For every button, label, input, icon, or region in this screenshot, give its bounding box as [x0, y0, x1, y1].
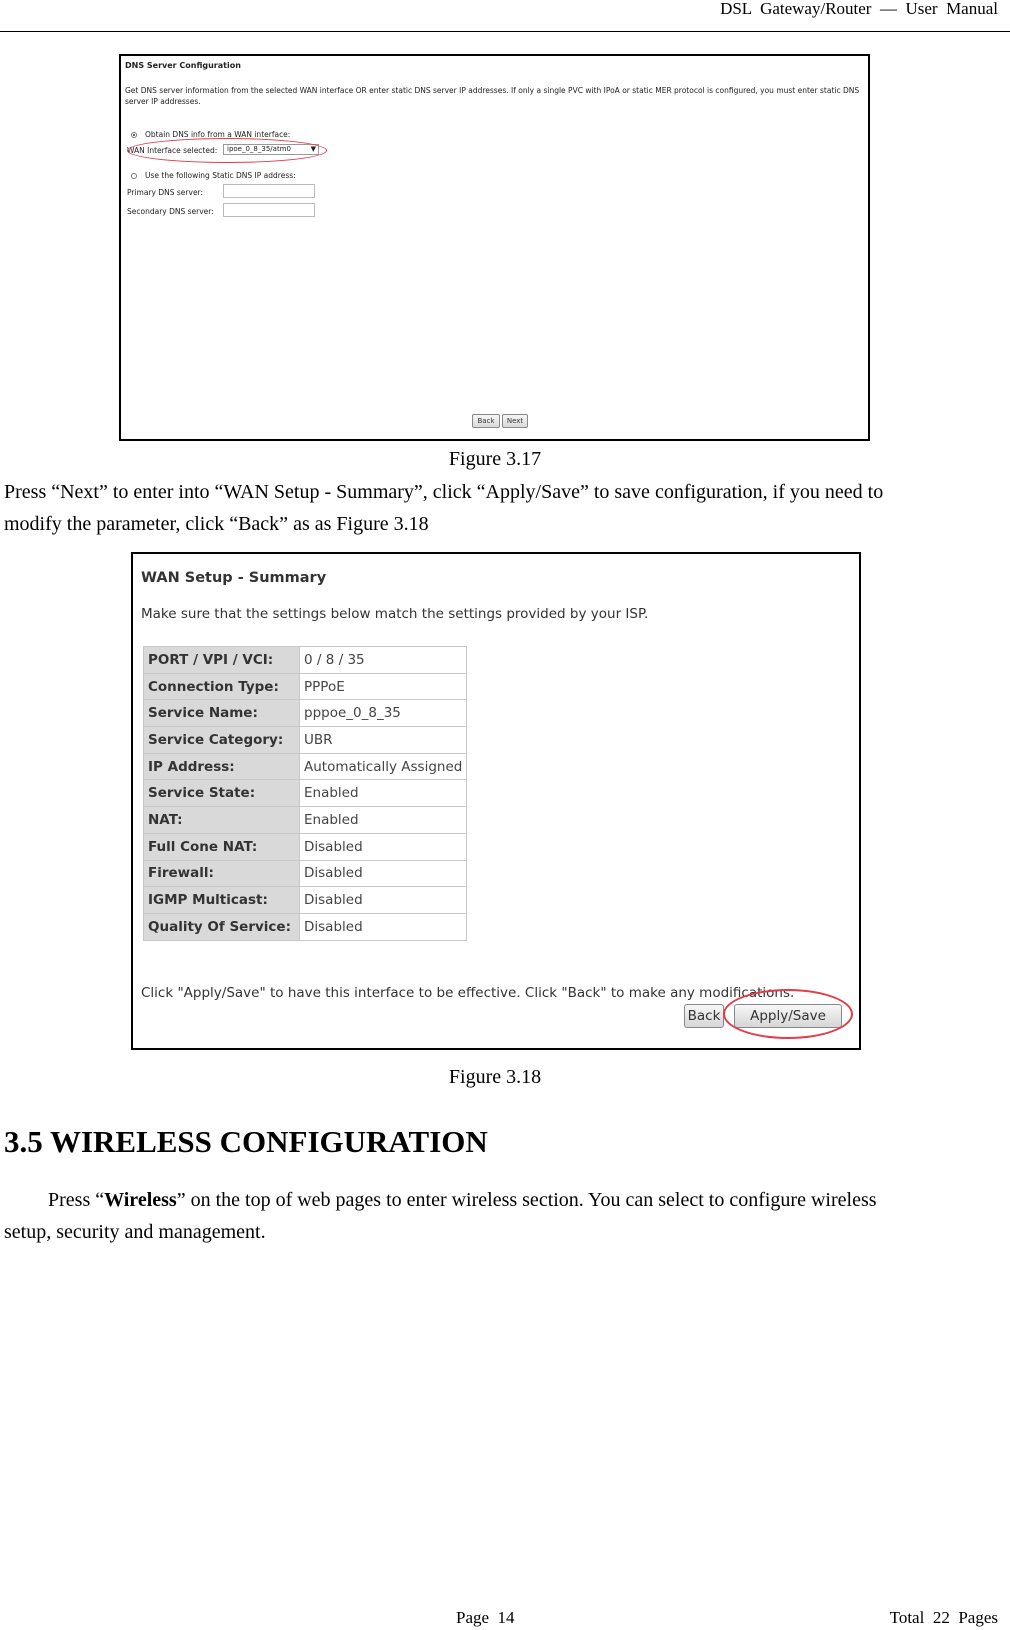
primary-dns-label: Primary DNS server: [127, 188, 204, 197]
table-row [144, 833, 467, 860]
table-row [144, 860, 467, 887]
row-label: Connection Type: [144, 673, 300, 700]
wan-interface-value: ipoe_0_8_35/atm0 [227, 145, 291, 153]
running-header: DSL Gateway/Router — User Manual [720, 0, 998, 18]
row-label: Service State: [144, 780, 300, 807]
figure-3-18-caption: Figure 3.18 [448, 1066, 542, 1088]
row-label: IGMP Multicast: [144, 887, 300, 914]
section-heading: 3.5 WIRELESS CONFIGURATION [4, 1124, 488, 1159]
row-label: Firewall: [144, 860, 300, 887]
table-row [144, 807, 467, 834]
highlight-ellipse [127, 138, 327, 163]
secondary-dns-label: Secondary DNS server: [127, 207, 214, 216]
next-button[interactable]: Next [502, 414, 528, 428]
text-run: Press “ [48, 1189, 105, 1211]
row-value: Disabled [300, 833, 467, 860]
chevron-down-icon: ▼ [310, 145, 316, 153]
row-value: Enabled [300, 780, 467, 807]
back-button[interactable]: Back [472, 414, 500, 428]
table-row [144, 887, 467, 914]
back-button[interactable]: Back [684, 1004, 724, 1028]
static-dns-radio[interactable] [131, 173, 137, 179]
dns-config-description: Get DNS server information from the selected WAN interface OR enter static DNS server IP addresses. If only a single PVC with IPoA or static MER protocol is configured, you must enter static DNS server IP addresses. [125, 86, 860, 106]
figure-3-17-screenshot [119, 54, 870, 441]
row-label: Quality Of Service: [144, 913, 300, 940]
table-row [144, 780, 467, 807]
row-value: Disabled [300, 860, 467, 887]
wan-summary-title: WAN Setup - Summary [141, 570, 327, 586]
paragraph-line-2: modify the parameter, click “Back” as as Figure 3.18 [4, 513, 429, 535]
section-paragraph-line-1 [48, 1184, 877, 1216]
apply-save-button[interactable]: Apply/Save [734, 1004, 842, 1028]
row-value: Automatically Assigned [300, 753, 467, 780]
total-pages: Total 22 Pages [889, 1608, 998, 1627]
header-rule [0, 31, 1010, 32]
primary-dns-input[interactable] [223, 184, 315, 198]
row-value: Enabled [300, 807, 467, 834]
row-value: Disabled [300, 887, 467, 914]
wan-interface-label: WAN Interface selected: [127, 146, 218, 155]
table-row [144, 700, 467, 727]
page-number: Page 14 [456, 1608, 515, 1627]
text-run: ” on the top of web pages to enter wireless section. You can select to configure wireless [176, 1189, 877, 1211]
obtain-dns-label: Obtain DNS info from a WAN interface: [145, 130, 291, 139]
wan-summary-description: Make sure that the settings below match the settings provided by your ISP. [141, 606, 649, 622]
table-row [144, 673, 467, 700]
table-row [144, 753, 467, 780]
section-paragraph-line-2: setup, security and management. [4, 1221, 266, 1243]
table-row [144, 727, 467, 754]
dns-config-title: DNS Server Configuration [125, 61, 241, 70]
figure-3-18-screenshot [131, 552, 861, 1050]
wan-summary-table [143, 646, 467, 941]
row-value: UBR [300, 727, 467, 754]
row-value: Disabled [300, 913, 467, 940]
highlight-ellipse [723, 989, 853, 1039]
table-row [144, 647, 467, 674]
row-label: Service Category: [144, 727, 300, 754]
table-row [144, 913, 467, 940]
apply-note: Click "Apply/Save" to have this interface to be effective. Click "Back" to make any modifications. [141, 985, 795, 1001]
row-value: PPPoE [300, 673, 467, 700]
row-label: NAT: [144, 807, 300, 834]
obtain-dns-radio[interactable] [131, 132, 137, 138]
row-value: pppoe_0_8_35 [300, 700, 467, 727]
static-dns-label: Use the following Static DNS IP address: [145, 171, 296, 180]
wireless-keyword: Wireless [104, 1189, 177, 1211]
paragraph-line-1: Press “Next” to enter into “WAN Setup - Summary”, click “Apply/Save” to save configuration, if you need to [4, 481, 884, 503]
row-value: 0 / 8 / 35 [300, 647, 467, 674]
row-label: IP Address: [144, 753, 300, 780]
row-label: Full Cone NAT: [144, 833, 300, 860]
secondary-dns-input[interactable] [223, 203, 315, 217]
row-label: Service Name: [144, 700, 300, 727]
figure-3-17-caption: Figure 3.17 [448, 448, 542, 470]
row-label: PORT / VPI / VCI: [144, 647, 300, 674]
